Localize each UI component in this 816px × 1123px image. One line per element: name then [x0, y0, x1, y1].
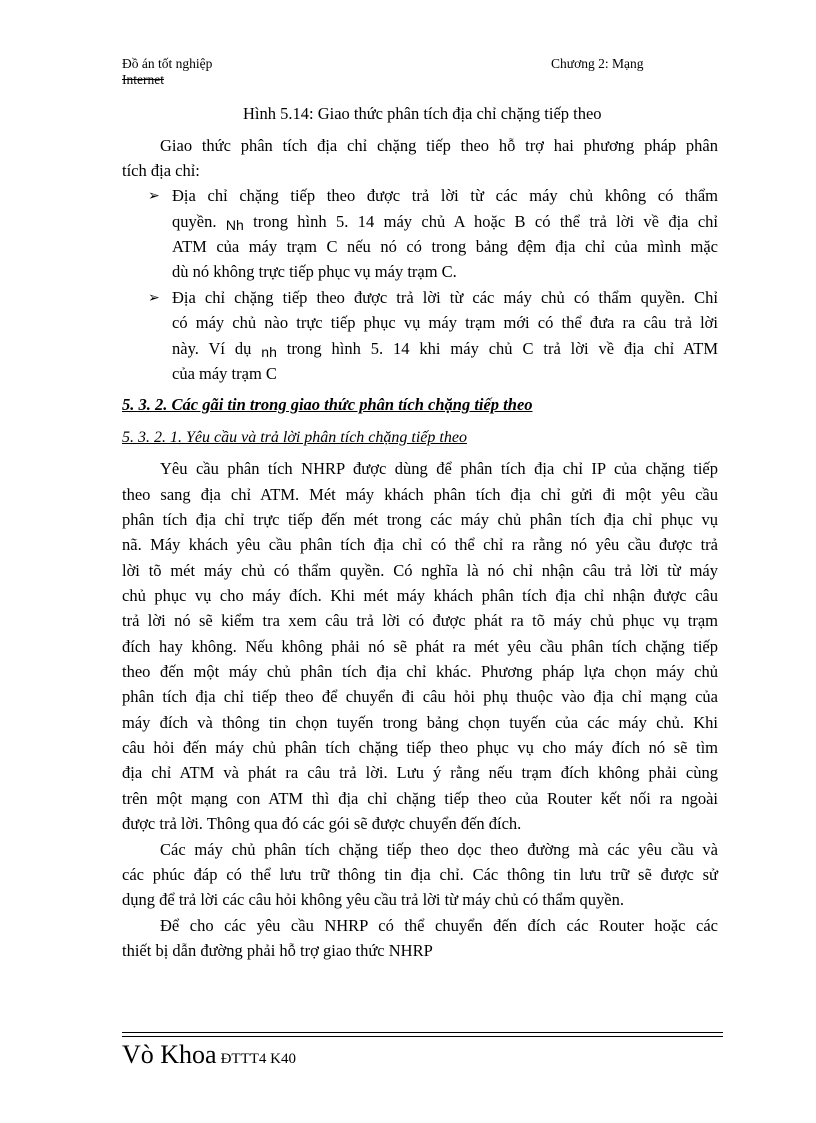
paragraph-line: theo đến một máy chủ phân tích địa chỉ khác. Phương pháp lựa chọn máy chủ	[122, 662, 718, 681]
paragraph-line: các phúc đáp có thể lưu trữ thông tin địa chỉ. Các thông tin lưu trữ sẽ được sử	[122, 865, 718, 884]
paragraph-line: đích hay không. Nếu không phải nó sẽ phát ra mét yêu cầu phân tích chặng tiếp	[122, 637, 718, 656]
inline-annotation: nh	[261, 344, 277, 360]
arrow-bullet-icon: ➢	[148, 291, 160, 306]
paragraph-line: nã. Máy khách yêu cầu phân tích địa chỉ có thể chỉ ra rằng nó yêu cầu được trả	[122, 535, 718, 554]
paragraph-line: câu hỏi đến máy chủ phân tích chặng tiếp theo phục vụ cho máy đích nó sẽ tìm	[122, 738, 718, 757]
footer-divider	[122, 1036, 723, 1037]
footer-divider	[122, 1032, 723, 1033]
header-left-subtitle: Internet	[122, 72, 164, 87]
paragraph-line: máy đích và thông tin chọn tuyến trong bảng chọn tuyến của các máy chủ. Khi	[122, 713, 718, 732]
paragraph-line: theo sang địa chỉ ATM. Mét máy khách phân tích địa chỉ gửi đi một yêu cầu	[122, 485, 718, 504]
arrow-bullet-icon: ➢	[148, 189, 160, 204]
inline-annotation: Nh	[225, 217, 244, 233]
paragraph-line: dụng để trả lời các câu hỏi không yêu cầu trả lời từ máy chủ có thẩm quyền.	[122, 890, 624, 909]
bullet-text: quyền.	[172, 212, 217, 231]
bullet-line: của máy trạm C	[172, 364, 277, 383]
paragraph-line: chủ phục vụ cho máy đích. Khi mét máy khách phân tích địa chỉ nhận được câu	[122, 586, 718, 605]
paragraph-line: Các máy chủ phân tích chặng tiếp theo dọc theo đường mà các yêu cầu và	[160, 840, 718, 859]
bullet-text: trong hình 5. 14 khi máy chủ C trả lời về địa chỉ ATM	[286, 339, 718, 358]
paragraph-line: phân tích địa chỉ tiếp theo để chuyển đi câu hỏi phụ thuộc vào địa chỉ mạng của	[122, 687, 718, 706]
intro-line: Giao thức phân tích địa chỉ chặng tiếp theo hỗ trợ hai phương pháp phân	[160, 136, 718, 155]
paragraph-line: trả lời nó sẽ kiểm tra xem câu trả lời có được phát ra tõ máy chủ phục vụ trạm	[122, 611, 718, 630]
paragraph-line: Yêu cầu phân tích NHRP được dùng để phân tích địa chỉ IP của chặng tiếp	[160, 459, 718, 478]
paragraph-line: được trả lời. Thông qua đó các gói sẽ được chuyển đến đích.	[122, 814, 522, 833]
paragraph-line: địa chỉ ATM và phát ra câu trả lời. Lưu ý rằng nếu trạm đích không phải cùng	[122, 763, 718, 782]
bullet-line	[172, 209, 718, 236]
bullet-line: Địa chỉ chặng tiếp theo được trả lời từ các máy chủ không có thẩm	[172, 186, 718, 205]
paragraph-line: trên một mạng con ATM thì địa chỉ chặng tiếp theo của Router kết nối ra ngoài	[122, 789, 718, 808]
bullet-text: này. Ví dụ	[172, 339, 252, 358]
paragraph-line: Để cho các yêu cầu NHRP có thể chuyển đến đích các Router hoặc các	[160, 916, 718, 935]
paragraph-line: thiết bị dẫn đường phải hỗ trợ giao thức NHRP	[122, 941, 433, 960]
figure-caption: Hình 5.14: Giao thức phân tích địa chỉ chặng tiếp theo	[243, 104, 602, 123]
header-right-title: Chương 2: Mạng	[551, 56, 644, 71]
paragraph-line: lời tõ mét máy chủ có thẩm quyền. Có nghĩa là nó chỉ nhận câu trả lời từ máy	[122, 561, 718, 580]
bullet-line	[172, 336, 718, 363]
subsection-heading: 5. 3. 2. 1. Yêu cầu và trả lời phân tích chặng tiếp theo	[122, 429, 467, 446]
section-heading: 5. 3. 2. Các gãi tin trong giao thức phân tích chặng tiếp theo	[122, 395, 533, 414]
author-name: Vò Khoa	[122, 1040, 217, 1069]
intro-line: tích địa chỉ:	[122, 161, 200, 180]
bullet-line: Địa chỉ chặng tiếp theo được trả lời từ các máy chủ có thẩm quyền. Chỉ	[172, 288, 718, 307]
class-code: ĐTTT4 K40	[220, 1051, 296, 1067]
footer-signature	[122, 1040, 296, 1070]
bullet-line: có máy chủ nào trực tiếp phục vụ máy trạm mới có thể đưa ra câu trả lời	[172, 313, 718, 332]
paragraph-line: phân tích địa chỉ trực tiếp đến mét trong các máy chủ phân tích địa chỉ phục vụ	[122, 510, 718, 529]
bullet-line: ATM của máy trạm C nếu nó có trong bảng đệm địa chỉ của mình mặc	[172, 237, 718, 256]
bullet-line: dù nó không trực tiếp phục vụ máy trạm C.	[172, 262, 457, 281]
header-left-title: Đồ án tốt nghiệp	[122, 56, 213, 71]
bullet-text: trong hình 5. 14 máy chủ A hoặc B có thể trả lời về địa chỉ	[253, 212, 719, 231]
